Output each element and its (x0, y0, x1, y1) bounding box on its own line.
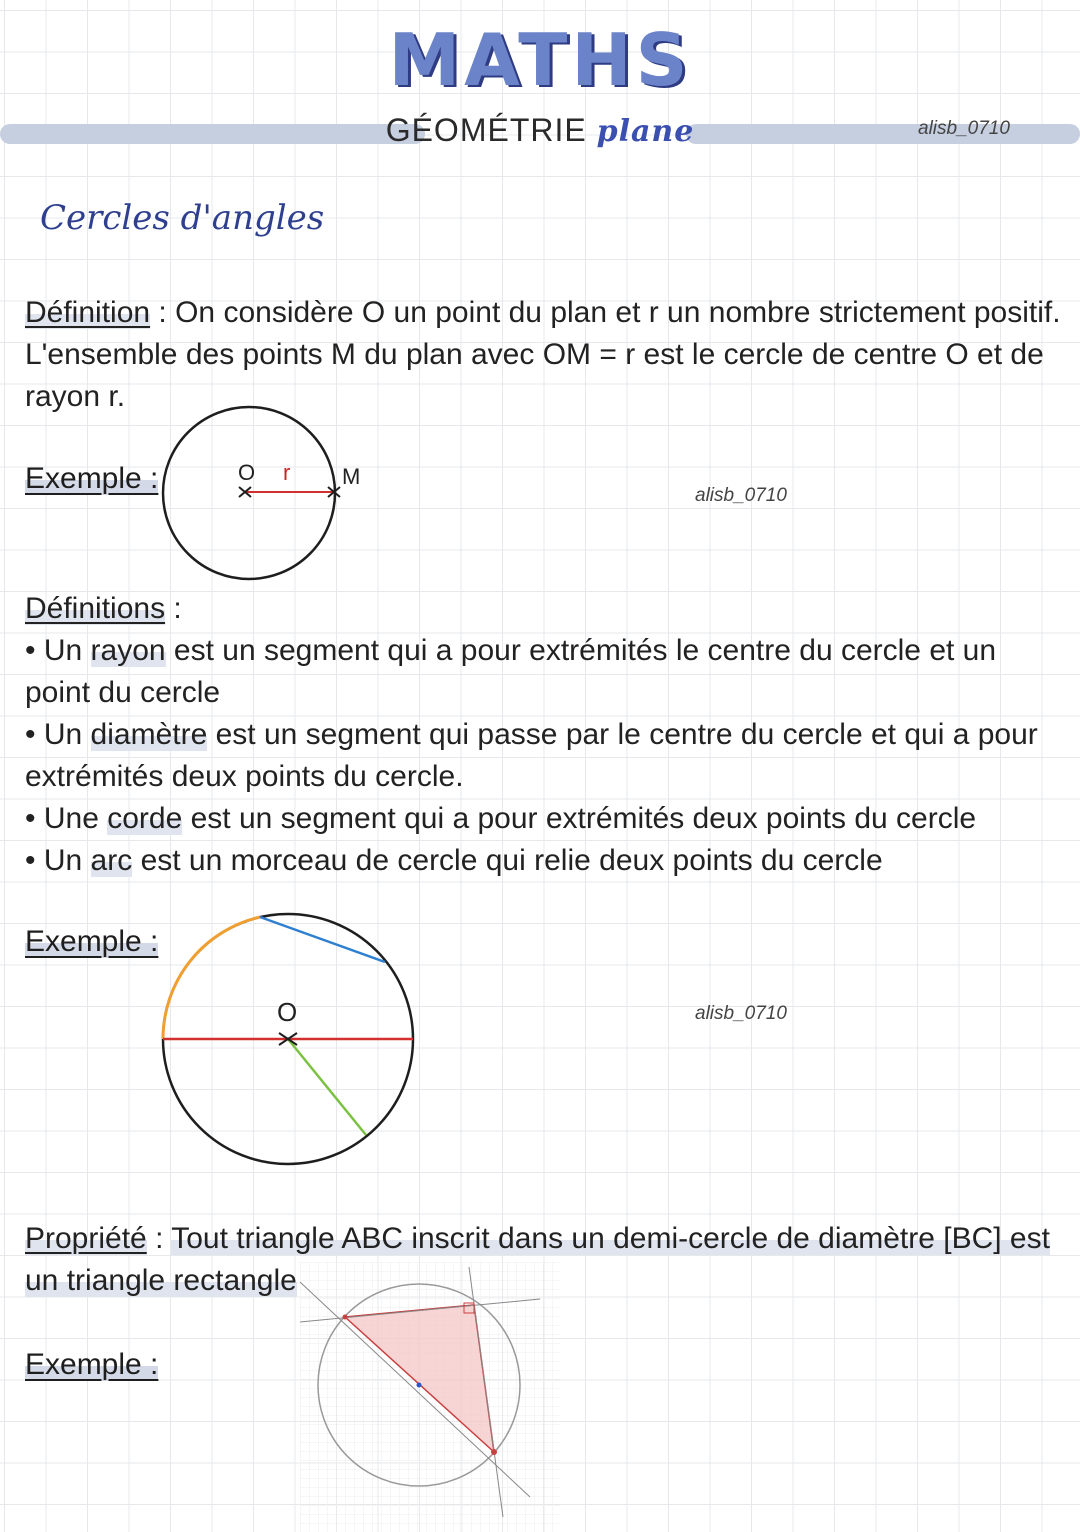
term-corde: corde (107, 802, 183, 835)
definition-text: On considère O un point du plan et r un nombre strictement positif. L'ensemble des points M du plan avec OM = r est le cercle de centre O et de rayon r. (25, 296, 1061, 413)
example1-point-m: M (342, 464, 361, 489)
example2-label: Exemple : (25, 925, 159, 958)
example3-center-dot (417, 1383, 422, 1388)
example1-radius-label: r (283, 460, 291, 485)
section-title: Cercles d'angles (40, 198, 325, 238)
example3-grid (300, 1262, 560, 1532)
example3-triangle-figure (300, 1262, 560, 1532)
definition-item-rayon: • Un rayon est un segment qui a pour extrémités le centre du cercle et un point du cercle (25, 634, 997, 709)
definitions-sep: : (165, 592, 182, 625)
page-title: MATHS (388, 18, 692, 102)
definition-item-arc: • Un arc est un morceau de cercle qui relie deux points du cercle (25, 844, 883, 877)
term-rayon: rayon (90, 634, 166, 667)
example1-point-o: O (238, 460, 256, 485)
example3-label: Exemple : (25, 1348, 159, 1381)
property-sep: : (146, 1222, 172, 1255)
definitions-paragraph (25, 588, 1065, 882)
subtitle-accent: plane (596, 114, 695, 149)
definition-sep: : (150, 296, 176, 329)
term-arc: arc (90, 844, 133, 877)
example2-point-o: O (277, 997, 298, 1027)
property-label: Propriété (25, 1222, 147, 1255)
example2-circle-figure (155, 905, 435, 1175)
example2-chord (260, 917, 385, 962)
example2-arc (163, 917, 260, 1039)
example1-label: Exemple : (25, 462, 159, 495)
subtitle-main: GÉOMÉTRIE (385, 112, 587, 148)
example2-watermark: alisb_0710 (695, 1003, 787, 1024)
example1-circle-figure (150, 400, 370, 600)
example2-radius (288, 1039, 366, 1135)
term-diametre: diamètre (90, 718, 208, 751)
example3-vertex-b (343, 1315, 348, 1320)
header-watermark: alisb_0710 (918, 118, 1010, 139)
example3-vertex-c (491, 1449, 497, 1455)
property-text: Tout triangle ABC inscrit dans un demi-cercle de diamètre [BC] est un triangle rectangle (25, 1222, 1050, 1297)
definition-item-corde: • Une corde est un segment qui a pour extrémités deux points du cercle (25, 802, 977, 835)
definition-item-diametre: • Un diamètre est un segment qui passe par le centre du cercle et qui a pour extrémités deux points du cercle. (25, 718, 1038, 793)
definition-label: Définition (25, 296, 151, 329)
example1-watermark: alisb_0710 (695, 485, 787, 506)
definitions-label: Définitions (25, 592, 166, 625)
